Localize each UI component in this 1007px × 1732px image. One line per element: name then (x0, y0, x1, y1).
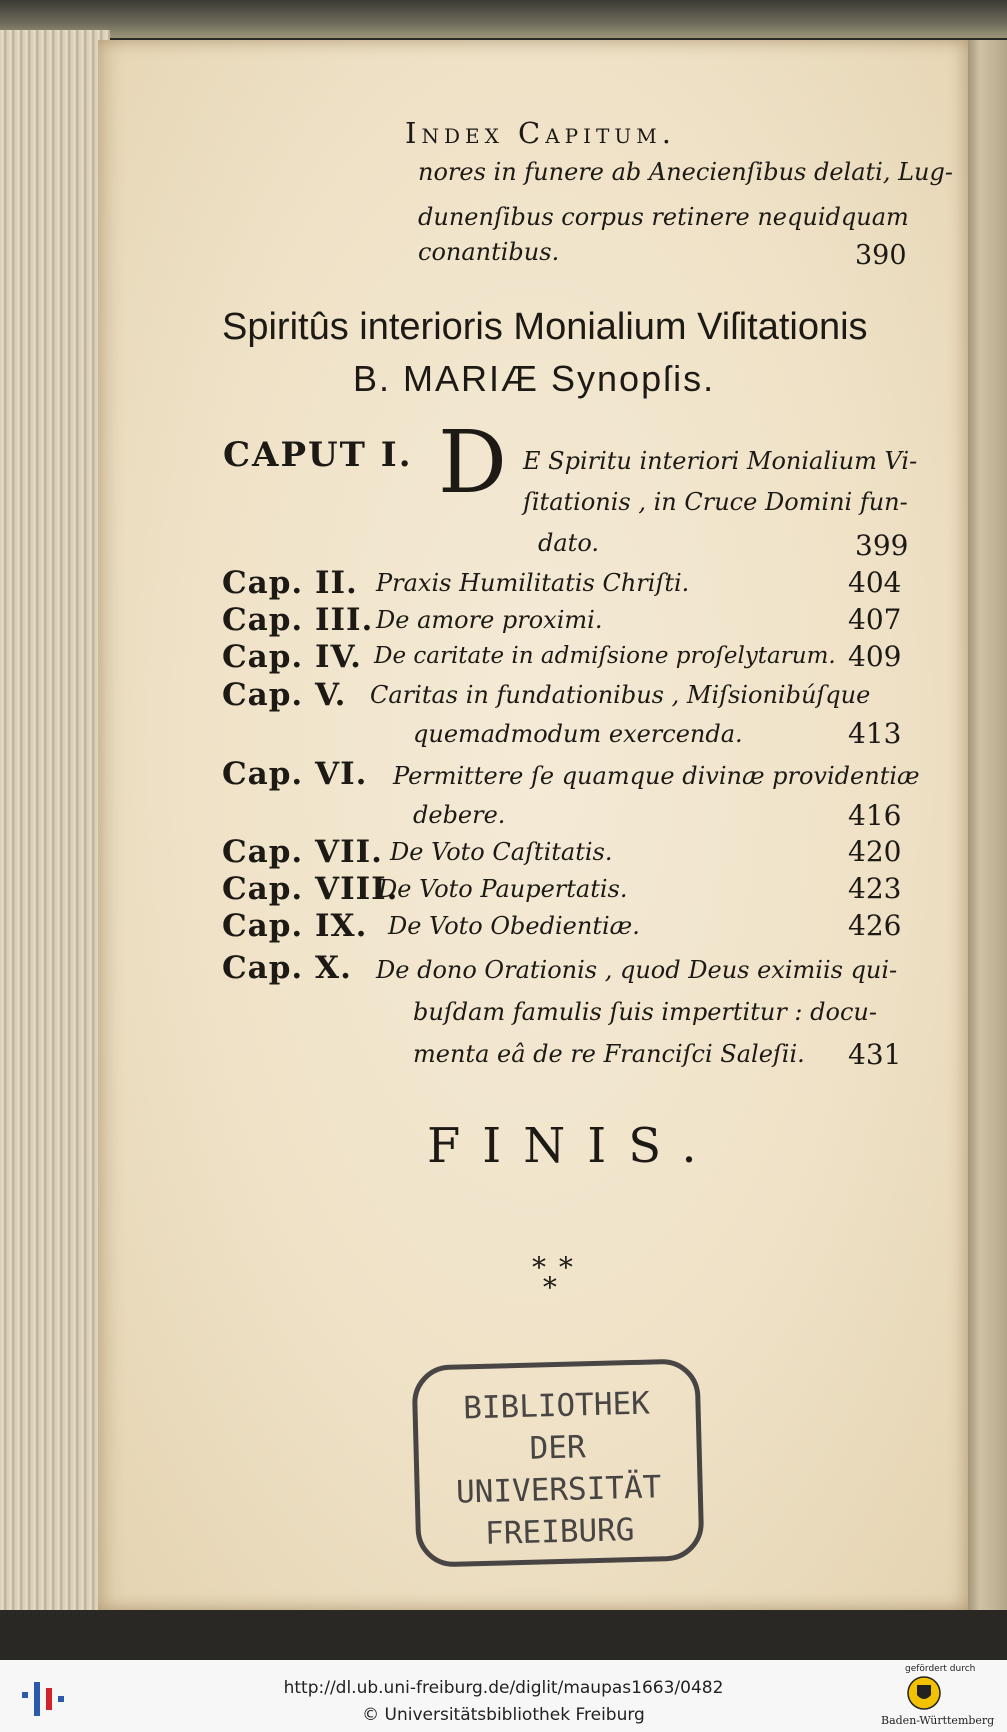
chapter-label: Cap. IV. (222, 639, 362, 675)
chapter-title-line: Praxis Humilitatis Chriſti. (376, 569, 690, 597)
chapter-label: Cap. X. (222, 950, 352, 986)
footer-bar (0, 1660, 1007, 1732)
chapter-page-number: 416 (848, 799, 902, 832)
chapter-label: Cap. V. (222, 677, 347, 713)
chapter-title-line: debere. (413, 801, 506, 829)
chapter-label: Cap. VIII. (222, 871, 399, 907)
chapter-page-number: 426 (848, 909, 902, 942)
chapter-title-line: Caritas in fundationibus , Miſsionibúſque (370, 681, 871, 709)
synopsis-subtitle: B. MARIÆ Synopſis. (353, 358, 716, 399)
chapter-title-line: menta eâ de re Franciſci Saleſii. (413, 1040, 805, 1068)
stamp-line: DER (529, 1429, 587, 1467)
chapter-title-line: dato. (538, 529, 599, 557)
chapter-page-number: 413 (848, 717, 902, 750)
drop-cap: D (438, 413, 507, 513)
copyright-notice: © Universitätsbibliothek Freiburg (362, 1705, 645, 1725)
chapter-label: Cap. VII. (222, 834, 383, 870)
prev-entry-line: dunenſibus corpus retinere nequidquam (418, 203, 909, 231)
stamp-line: BIBLIOTHEK (462, 1385, 651, 1427)
prev-entry-line: nores in funere ab Anecienſibus delati, Lug- (418, 158, 953, 186)
chapter-label: Cap. IX. (222, 908, 368, 944)
stamp-line: FREIBURG (484, 1512, 635, 1552)
chapter-title-line: De Voto Paupertatis. (378, 875, 628, 903)
chapter-title-line: De dono Orationis , quod Deus eximiis qui- (376, 956, 898, 984)
chapter-page-number: 420 (848, 835, 902, 868)
chapter-title-line: De amore proximi. (376, 606, 603, 634)
chapter-label: Cap. II. (222, 565, 358, 601)
baden-wuerttemberg-shield-icon (906, 1675, 942, 1711)
chapter-page-number: 409 (848, 640, 902, 673)
synopsis-title: Spiritûs interioris Monialium Viſitationis (222, 306, 868, 348)
asterism-ornament: * * * (532, 1251, 575, 1304)
chapter-title-line: ſitationis , in Cruce Domini fun- (523, 488, 908, 516)
prev-entry-line: conantibus. (418, 238, 560, 266)
running-head: Index Capitum. (405, 116, 676, 150)
chapter-page-number: 423 (848, 872, 902, 905)
prev-entry-page: 390 (855, 240, 907, 271)
page-stack-edge (0, 30, 110, 1610)
chapter-title-line: Permittere ſe quamque divinæ providentiæ (393, 762, 920, 790)
chapter-title-line: quemadmodum exercenda. (413, 720, 743, 748)
chapter-page-number: 431 (848, 1038, 902, 1071)
stamp-line: UNIVERSITÄT (455, 1469, 662, 1511)
chapter-page-number: 407 (848, 603, 902, 636)
chapter-title-line: De Voto Caſtitatis. (390, 838, 613, 866)
page-url-link[interactable]: http://dl.ub.uni-freiburg.de/diglit/maupas1663/0482 (283, 1678, 724, 1698)
library-stamp (411, 1358, 704, 1567)
chapter-page-number: 399 (855, 529, 909, 562)
chapter-label: Cap. III. (222, 602, 374, 638)
binding-edge (962, 40, 1007, 1610)
sponsor-name: Baden-Württemberg (881, 1714, 995, 1727)
chapter-label: CAPUT I. (223, 435, 413, 475)
chapter-title-line: E Spiritu interiori Monialium Vi- (523, 447, 918, 475)
finis-heading: FINIS. (427, 1118, 719, 1174)
chapter-title-line: De Voto Obedientiæ. (388, 912, 640, 940)
book-top-edge (0, 0, 1007, 38)
sponsor-label: gefördert durch (905, 1664, 976, 1674)
chapter-page-number: 404 (848, 566, 902, 599)
chapter-label: Cap. VI. (222, 756, 368, 792)
chapter-title-line: buſdam famulis ſuis impertitur : docu- (413, 998, 877, 1026)
chapter-title-line: De caritate in admiſsione proſelytarum. (374, 643, 836, 669)
